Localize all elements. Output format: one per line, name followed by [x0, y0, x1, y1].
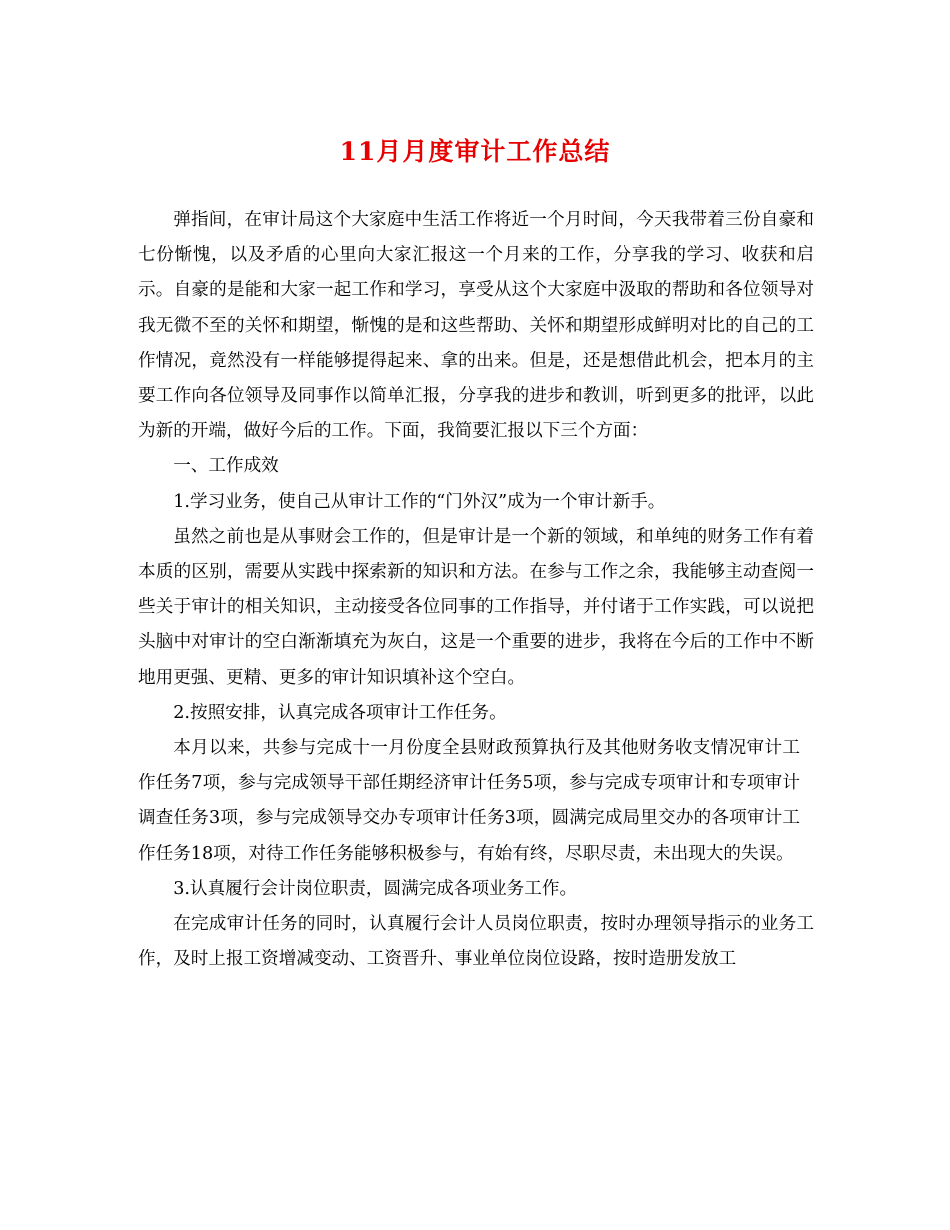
- document-body: [138, 203, 814, 977]
- document-title: 11月月度审计工作总结: [339, 137, 611, 166]
- item-1-paragraph: 虽然之前也是从事财会工作的，但是审计是一个新的领域，和单纯的财务工作有着本质的区别，需要从实践中探索新的知识和方法。在参与工作之余，我能够主动查阅一些关于审计的相关知识，主动接受各位同事的工作指导，并付诸于工作实践，可以说把头脑中对审计的空白渐渐填充为灰白，这是一个重要的进步，我将在今后的工作中不断地用更强、更精、更多的审计知识填补这个空白。: [138, 526, 814, 688]
- item-2-paragraph: 本月以来，共参与完成十一月份度全县财政预算执行及其他财务收支情况审计工作任务7项，参与完成领导干部任期经济审计任务5项，参与完成专项审计和专项审计调查任务3项，参与完成领导交办专项审计任务3项，圆满完成局里交办的各项审计工作任务18项，对待工作任务能够积极参与，有始有终，尽职尽责，未出现大的失误。: [138, 738, 800, 864]
- item-3-paragraph: 在完成审计任务的同时，认真履行会计人员岗位职责，按时办理领导指示的业务工作，及时上报工资增减变动、工资晋升、事业单位岗位设路，按时造册发放工: [138, 914, 814, 970]
- item-2-heading: 2.按照安排，认真完成各项审计工作任务。: [173, 702, 507, 723]
- intro-paragraph: 弹指间，在审计局这个大家庭中生活工作将近一个月时间，今天我带着三份自豪和七份惭愧，以及矛盾的心里向大家汇报这一个月来的工作，分享我的学习、收获和启示。自豪的是能和大家一起工作和学习，享受从这个大家庭中汲取的帮助和各位领导对我无微不至的关怀和期望，惭愧的是和这些帮助、关怀和期望形成鲜明对比的自己的工作情况，竟然没有一样能够提得起来、拿的出来。但是，还是想借此机会，把本月的主要工作向各位领导及同事作以简单汇报，分享我的进步和教训，听到更多的批评，以此为新的开端，做好今后的工作。下面，我简要汇报以下三个方面：: [138, 210, 814, 442]
- section-heading-achievements: 一、工作成效: [173, 456, 279, 477]
- item-1-heading: 1.学习业务，使自己从审计工作的“门外汉”成为一个审计新手。: [173, 491, 666, 512]
- item-3-heading: 3.认真履行会计岗位职责，圆满完成各项业务工作。: [173, 878, 578, 899]
